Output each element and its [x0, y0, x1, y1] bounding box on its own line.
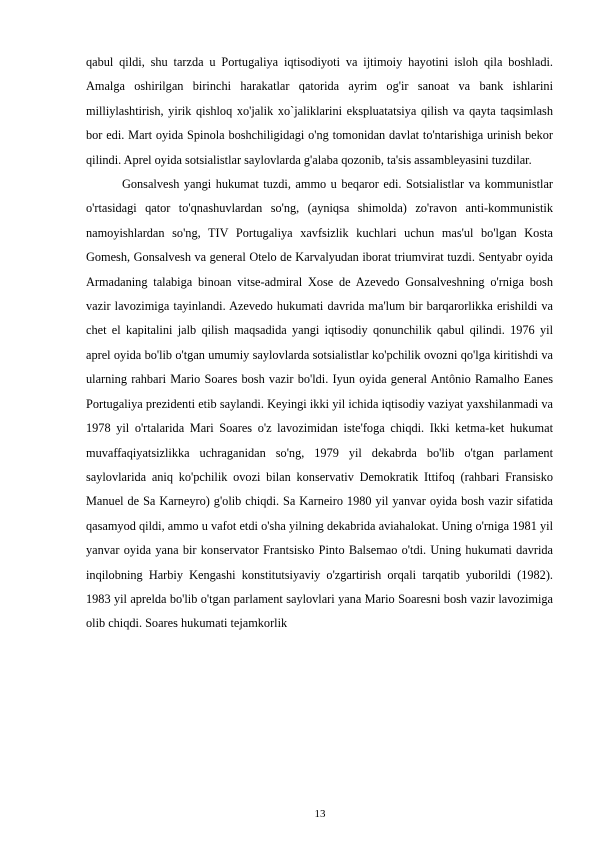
paragraph-1: qabul qildi, shu tarzda u Portugaliya iqtisodiyoti va ijtimoiy hayotini isloh qila boshladi. Amalga oshirilgan birinchi harakatlar qatorida ayrim og'ir sanoat va bank ishlarini milliylashtirish, yirik qishloq xo'jalik xo`jaliklarini ekspluatatsiya qilish va qayta taqsimlash bor edi. Mart oyida Spinola boshchiligidagi o'ng tomonidan davlat to'ntarishiga urinish bekor qilindi. Aprel oyida sotsialistlar saylovlarda g'alaba qozonib, ta'sis assambleyasini tuzdilar. [86, 55, 553, 167]
page-number: 13 [314, 808, 326, 820]
body-text [86, 50, 553, 636]
paragraph-2: Gonsalvesh yangi hukumat tuzdi, ammo u beqaror edi. Sotsialistlar va kommunistlar o'rtasidagi qator to'qnashuvlardan so'ng, (ayniqsa shimolda) zo'ravon anti-kommunistik namoyishlardan so'ng, TIV Portugaliya xavfsizlik kuchlari uchun mas'ul bo'lgan Kosta Gomesh, Gonsalvesh va general Otelo de Karvalyudan iborat triumvirat tuzdi. Sentyabr oyida Armadaning talabiga binoan vitse-admiral Xose de Azevedo Gonsalveshning o'rniga bosh vazir lavozimiga tayinlandi. Azevedo hukumati davrida ma'lum bir barqarorlikka erishildi va chet el kapitalini jalb qilish maqsadida yangi iqtisodiy qonunchilik qabul qilindi. 1976 yil aprel oyida bo'lib o'tgan umumiy saylovlarda sotsialistlar ko'pchilik ovozni qo'lga kiritishdi va ularning rahbari Mario Soares bosh vazir bo'ldi. Iyun oyida general Antônio Ramalho Eanes Portugaliya prezidenti etib saylandi. Keyingi ikki yil ichida iqtisodiy vaziyat yaxshilanmadi va 1978 yil o'rtalarida Mari Soares o'z lavozimidan iste'foga chiqdi. Ikki ketma-ket hukumat muvaffaqiyatsizlikka uchraganidan so'ng, 1979 yil dekabrda bo'lib o'tgan parlament saylovlarida aniq ko'pchilik ovozi bilan konservativ Demokratik Ittifoq (rahbari Fransisko Manuel de Sa Karneyro) g'olib chiqdi. Sa Karneiro 1980 yil yanvar oyida bosh vazir sifatida qasamyod qildi, ammo u vafot etdi o'sha yilning dekabrida aviahalokat. Uning o'rniga 1981 yil yanvar oyida yana bir konservator Frantsisko Pinto Balsemao o'tdi. Uning hukumati davrida inqilobning Harbiy Kengashi konstitutsiyaviy o'zgartirish orqali tarqatib yuborildi (1982). 1983 yil aprelda bo'lib o'tgan parlament saylovlari yana Mario Soaresni bosh vazir lavozimiga olib chiqdi. Soares hukumati tejamkorlik [86, 177, 553, 631]
